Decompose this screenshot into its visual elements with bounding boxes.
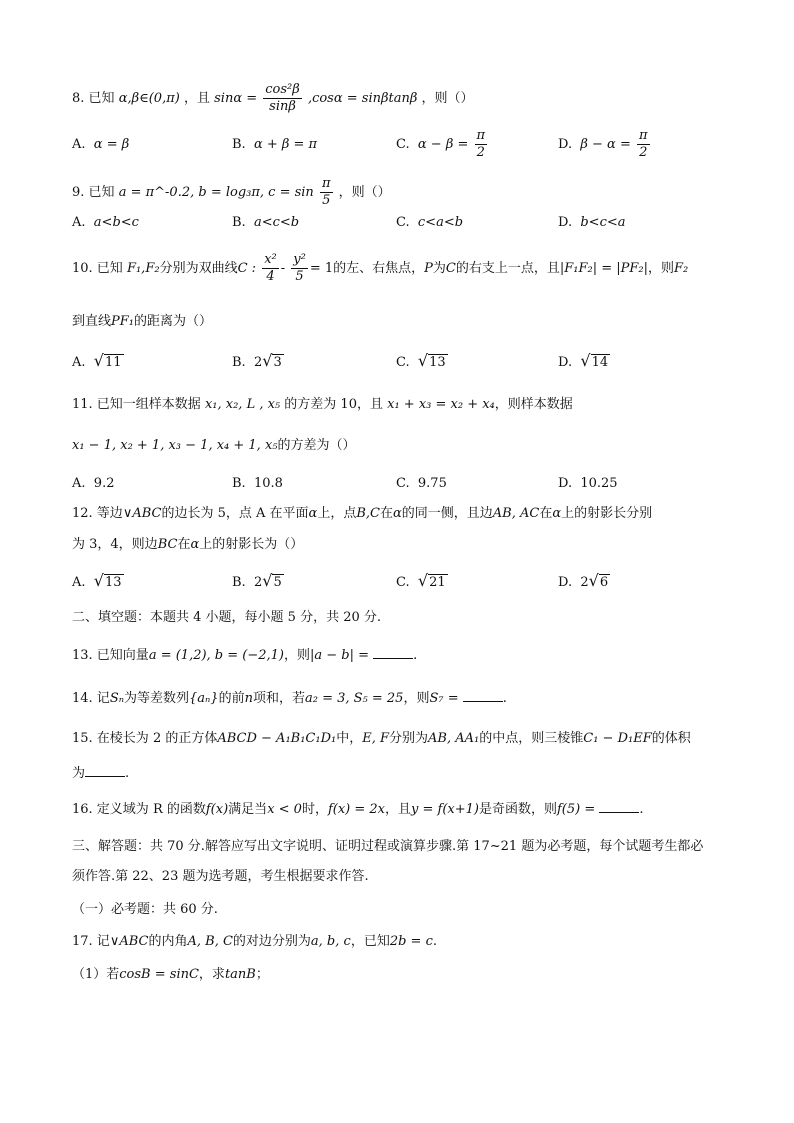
- option-text: 10.8: [253, 476, 283, 491]
- q12-text: 在: [379, 506, 393, 521]
- q10-text: ，则: [648, 261, 675, 276]
- q10-option-a: A. √11: [72, 351, 122, 370]
- q15-text: 的体积: [651, 731, 691, 746]
- option-text: α − β =: [417, 137, 469, 152]
- frac-den: 2: [476, 145, 485, 160]
- q15-pyramid: C₁ − D₁EF: [583, 731, 652, 746]
- q10-text: 的距离为（）: [134, 314, 213, 329]
- q8-option-d: [558, 128, 652, 161]
- q17-period: .: [432, 934, 437, 949]
- frac-den: 5: [322, 193, 331, 208]
- frac-den: 2: [639, 145, 648, 160]
- q10-c: C: [445, 261, 456, 276]
- q12-text: 在: [539, 506, 553, 521]
- question-17: [72, 933, 732, 951]
- q10-curve: C :: [237, 261, 257, 276]
- q17-text: 的对边分别为: [232, 934, 311, 949]
- q15-text: 15. 在棱长为 2 的正方体: [72, 731, 218, 746]
- q14-period: .: [502, 691, 507, 706]
- q12-alpha: α: [190, 537, 200, 552]
- q12-bc: B,C: [356, 506, 380, 521]
- q12-text: 的边长为 5，点 A 在平面: [161, 506, 309, 521]
- question-8: [72, 82, 732, 115]
- radicand: 14: [591, 355, 609, 370]
- radicand: 6: [599, 575, 609, 590]
- q11-data: x₁, x₂, L , x₅: [204, 397, 281, 412]
- q12-alpha: α: [308, 506, 318, 521]
- q15-edges: AB, AA₁: [428, 731, 480, 746]
- option-label: A.: [72, 215, 86, 230]
- q12-triangle: ∨ABC: [122, 506, 162, 521]
- q10-option-c: C. √13: [396, 351, 446, 370]
- q8-option-c: [396, 128, 489, 161]
- option-label: D.: [558, 476, 573, 491]
- q12-alpha: α: [552, 506, 562, 521]
- q12-option-a: A. √13: [72, 571, 122, 590]
- option-text: β − α =: [580, 137, 631, 152]
- q15-period: .: [125, 766, 130, 781]
- option-text: α = β: [93, 137, 130, 152]
- q8-suffix: ，则（）: [421, 91, 474, 106]
- q12-text: 在: [177, 537, 191, 552]
- q10-text: 分别为双曲线: [159, 261, 238, 276]
- q14-text: 14. 记: [72, 691, 110, 706]
- q11-new-data: x₁ − 1, x₂ + 1, x₃ − 1, x₄ + 1, x₅: [72, 438, 278, 453]
- q9-prefix: 9. 已知: [72, 185, 115, 200]
- q10-prefix: 10. 已知: [72, 261, 123, 276]
- q8-option-a: [72, 136, 129, 154]
- question-12: [72, 505, 732, 523]
- q16-text: 16. 定义域为 R 的函数: [72, 802, 206, 817]
- frac-num: π: [476, 128, 486, 143]
- q10-f2: F₂: [674, 261, 689, 276]
- q14-text: 的前: [218, 691, 245, 706]
- question-15: [72, 730, 732, 748]
- option-label: A.: [72, 575, 86, 590]
- q15-cube: ABCD − A₁B₁C₁D₁: [217, 731, 337, 746]
- option-text: a<c<b: [253, 215, 300, 230]
- q13-period: .: [413, 648, 418, 663]
- option-label: B.: [232, 476, 246, 491]
- radicand: 13: [105, 575, 122, 590]
- q16-period: .: [639, 802, 644, 817]
- q13-expr: |a − b| =: [310, 648, 370, 663]
- q17-angles: A, B, C: [187, 934, 233, 949]
- q8-mid: ，且: [183, 91, 210, 106]
- option-label: B.: [232, 355, 246, 370]
- q8-condition: α,β∈(0,π): [118, 91, 180, 106]
- q12-option-b: B. 2√5: [232, 571, 282, 590]
- q14-s7: S₇ =: [429, 691, 459, 706]
- option-label: D.: [558, 355, 573, 370]
- q16-text: 时，: [301, 802, 328, 817]
- q9-option-b: [232, 214, 299, 232]
- q17-cond: 2b = c: [389, 934, 433, 949]
- q11-option-a: [72, 475, 114, 493]
- q8-frac-den: sinβ: [269, 99, 296, 114]
- q11-text: 的方差为 10，且: [284, 397, 383, 412]
- q17-sides: a, b, c: [310, 934, 351, 949]
- q16-cond: x < 0: [267, 802, 302, 817]
- q14-text: 为等差数列: [124, 691, 190, 706]
- q11-text: 11. 已知一组样本数据: [72, 397, 201, 412]
- q9-expression: a = π^-0.2, b = log₃π, c = sin: [118, 185, 314, 200]
- q12-text: 上的射影长为（）: [199, 537, 304, 552]
- q14-sn: Sₙ: [109, 691, 124, 706]
- answer-blank[interactable]: [85, 764, 125, 777]
- coefficient: 2: [253, 355, 263, 370]
- q15-text: 为: [72, 766, 86, 781]
- option-label: A.: [72, 137, 86, 152]
- q9-option-d: [558, 214, 626, 232]
- q14-an: {aₙ}: [189, 691, 219, 706]
- q10-text: 到直线: [72, 314, 112, 329]
- q12-text: 上，点: [317, 506, 357, 521]
- q16-def: f(x) = 2x: [327, 802, 386, 817]
- q11-option-d: [558, 475, 618, 493]
- q10-minus: -: [280, 261, 286, 276]
- frac-num: π: [638, 128, 648, 143]
- q12-bc: BC: [157, 537, 178, 552]
- section-answer-heading-line2: 须作答.第 22、23 题为选考题，考生根据要求作答.: [72, 869, 369, 884]
- q14-text: 项和，若: [252, 691, 305, 706]
- q12-text: 的同一侧，且边: [401, 506, 493, 521]
- section-answer-heading: 三、解答题：共 70 分.解答应写出文字说明、证明过程或演算步骤.第 17~21 题为必考题，每个试题考生都必: [72, 839, 704, 854]
- pi-over-2: [637, 128, 650, 161]
- q8-option-b: [232, 136, 317, 154]
- q10-condition: |F₁F₂| = |PF₂|: [559, 261, 649, 276]
- q10-foci: F₁,F₂: [126, 261, 160, 276]
- question-13: [72, 646, 732, 665]
- q13-vectors: a = (1,2), b = (−2,1): [148, 648, 284, 663]
- question-12-line2: [72, 536, 732, 554]
- question-15-line2: [72, 764, 732, 783]
- q12-alpha: α: [392, 506, 402, 521]
- q11-option-c: [396, 475, 447, 493]
- q8-fraction: [263, 82, 302, 115]
- q17-text: 17. 记: [72, 934, 110, 949]
- q14-n: n: [244, 691, 253, 706]
- q11-text: 的方差为（）: [277, 438, 356, 453]
- option-text: α + β = π: [253, 137, 318, 152]
- q9-option-c: [396, 214, 463, 232]
- q9-fraction: [320, 176, 333, 209]
- q8-sin-alpha: sinα =: [214, 91, 258, 106]
- question-16: [72, 800, 732, 819]
- q17-text: 的内角: [148, 934, 188, 949]
- frac-num: π: [321, 176, 331, 191]
- q8-prefix: 8. 已知: [72, 91, 115, 106]
- question-11-line2: [72, 437, 732, 455]
- q10-pf1: PF₁: [111, 314, 134, 329]
- subsection-required: （一）必考题：共 60 分.: [72, 902, 218, 917]
- q17-1-end: ；: [255, 967, 269, 982]
- q10-p: P: [424, 261, 433, 276]
- option-label: C.: [396, 355, 410, 370]
- option-label: D.: [558, 215, 573, 230]
- q16-text: ，且: [385, 802, 412, 817]
- q9-option-a: [72, 214, 139, 232]
- pi-over-2: [475, 128, 488, 161]
- option-text: a<b<c: [93, 215, 139, 230]
- q10-option-b: B. 2√3: [232, 351, 282, 370]
- q14-cond: a₂ = 3, S₅ = 25: [304, 691, 404, 706]
- q16-text: 是奇函数，则: [478, 802, 557, 817]
- radicand: 13: [429, 355, 446, 370]
- q11-text: ，则样本数据: [494, 397, 573, 412]
- q8-cos-alpha: ,cosα = sinβtanβ: [307, 91, 418, 106]
- option-text: b<c<a: [580, 215, 626, 230]
- question-10-line2: [72, 313, 732, 331]
- radicand: 21: [429, 575, 446, 590]
- q15-text: 的中点，则三棱锥: [479, 731, 584, 746]
- frac-num: y²: [293, 252, 306, 267]
- radicand: 3: [273, 355, 282, 370]
- option-label: C.: [396, 476, 410, 491]
- q10-text: 的左、右焦点，: [333, 261, 425, 276]
- option-label: A.: [72, 355, 86, 370]
- q11-cond: x₁ + x₃ = x₂ + x₄: [387, 397, 495, 412]
- q12-option-d: D. 2√6: [558, 571, 609, 590]
- q13-text: 13. 已知向量: [72, 648, 149, 663]
- answer-blank[interactable]: [599, 800, 639, 813]
- question-10: [72, 252, 732, 285]
- q10-frac-x: [262, 252, 279, 285]
- q8-frac-num: cos²β: [265, 82, 300, 97]
- q15-text: 中，: [336, 731, 363, 746]
- q12-abac: AB, AC: [492, 506, 540, 521]
- frac-num: x²: [264, 252, 277, 267]
- coefficient: 2: [253, 575, 263, 590]
- option-label: A.: [72, 476, 86, 491]
- answer-blank[interactable]: [463, 689, 503, 702]
- q16-shift: y = f(x+1): [411, 802, 479, 817]
- q17-1-target: tanB: [224, 967, 256, 982]
- q17-1-cond: cosB = sinC: [119, 967, 199, 982]
- option-label: B.: [232, 137, 246, 152]
- q12-text: 为 3，4，则边: [72, 537, 158, 552]
- q10-eq: = 1: [309, 261, 334, 276]
- q17-triangle: ∨ABC: [109, 934, 149, 949]
- q15-ef: E, F: [362, 731, 390, 746]
- q11-option-b: [232, 475, 283, 493]
- q12-text: 上的射影长分别: [561, 506, 653, 521]
- q10-text: 为: [432, 261, 446, 276]
- q12-option-c: C. √21: [396, 571, 446, 590]
- option-text: 10.25: [580, 476, 618, 491]
- coefficient: 2: [580, 575, 589, 590]
- option-text: 9.2: [93, 476, 115, 491]
- frac-den: 5: [295, 269, 304, 284]
- option-label: D.: [558, 575, 573, 590]
- question-11: [72, 396, 732, 414]
- radicand: 11: [105, 355, 122, 370]
- option-label: B.: [232, 215, 246, 230]
- q16-text: 满足当: [228, 802, 268, 817]
- q15-text: 分别为: [389, 731, 429, 746]
- radicand: 5: [273, 575, 282, 590]
- option-label: B.: [232, 575, 246, 590]
- q13-text: ，则: [284, 648, 311, 663]
- q17-1-text: （1）若: [72, 967, 120, 982]
- section-fill-in-heading: 二、填空题：本题共 4 小题，每小题 5 分，共 20 分.: [72, 610, 382, 625]
- option-label: C.: [396, 215, 410, 230]
- question-14: [72, 689, 732, 708]
- option-label: C.: [396, 575, 410, 590]
- q14-text: ，则: [403, 691, 430, 706]
- option-label: D.: [558, 137, 573, 152]
- question-9: [72, 176, 732, 209]
- option-text: 9.75: [417, 476, 447, 491]
- frac-den: 4: [266, 269, 275, 284]
- option-text: c<a<b: [417, 215, 464, 230]
- q17-1-text: ，求: [198, 967, 225, 982]
- q17-text: ，已知: [350, 934, 390, 949]
- q12-text: 12. 等边: [72, 506, 123, 521]
- q10-text: 的右支上一点，且: [455, 261, 560, 276]
- q16-fx: f(x): [205, 802, 229, 817]
- question-17-part1: [72, 966, 732, 984]
- q10-option-d: D. √14: [558, 351, 609, 370]
- option-label: C.: [396, 137, 410, 152]
- answer-blank[interactable]: [373, 646, 413, 659]
- q16-f5: f(5) =: [557, 802, 596, 817]
- q10-frac-y: [291, 252, 308, 285]
- q9-suffix: ，则（）: [338, 185, 391, 200]
